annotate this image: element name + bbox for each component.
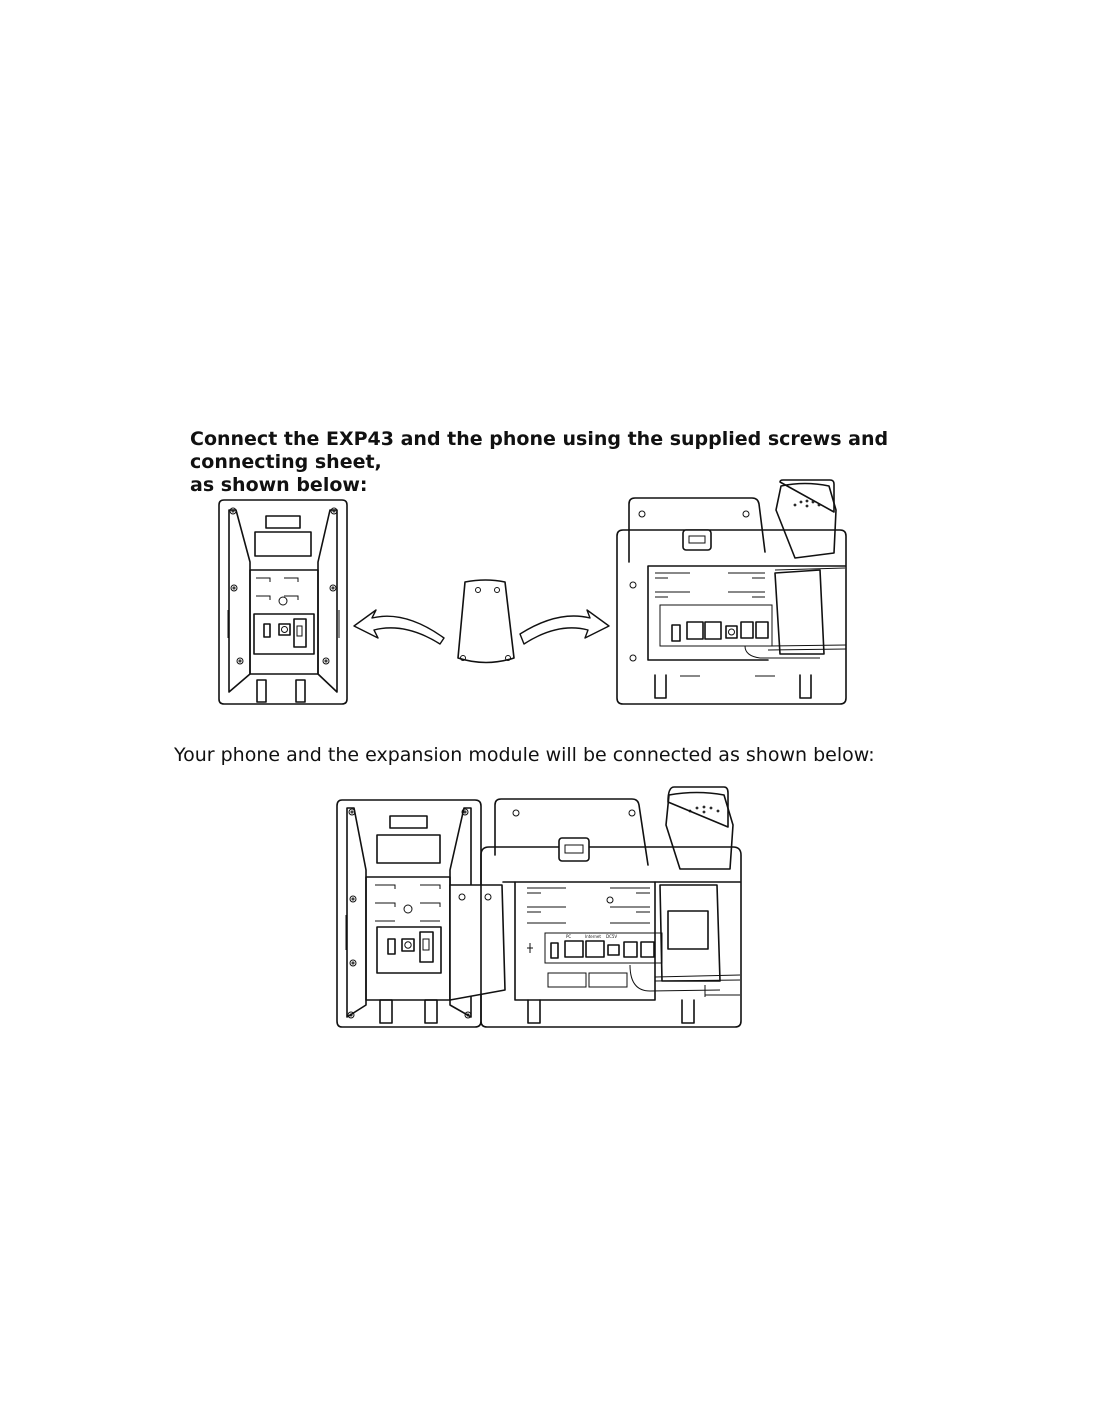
caption-text: Your phone and the expansion module will be connected as shown below: bbox=[174, 744, 875, 766]
connecting-sheet-installed bbox=[450, 885, 505, 1000]
port-label-pc: PC bbox=[566, 934, 572, 939]
instruction-line-2: as shown below: bbox=[190, 474, 368, 496]
port-label-dc5v: DC5V bbox=[606, 934, 618, 939]
port-label-internet: Internet bbox=[585, 934, 601, 939]
expansion-module-rear-view bbox=[219, 500, 347, 704]
assembly-diagram-connected bbox=[0, 785, 1100, 1045]
phone-connected bbox=[481, 787, 741, 1027]
connecting-sheet bbox=[458, 580, 514, 663]
right-arrow-icon bbox=[520, 610, 609, 644]
phone-rear-view bbox=[617, 480, 846, 704]
instruction-line-1: Connect the EXP43 and the phone using the supplied screws and connecting sheet, bbox=[190, 428, 889, 473]
left-arrow-icon bbox=[354, 610, 444, 644]
